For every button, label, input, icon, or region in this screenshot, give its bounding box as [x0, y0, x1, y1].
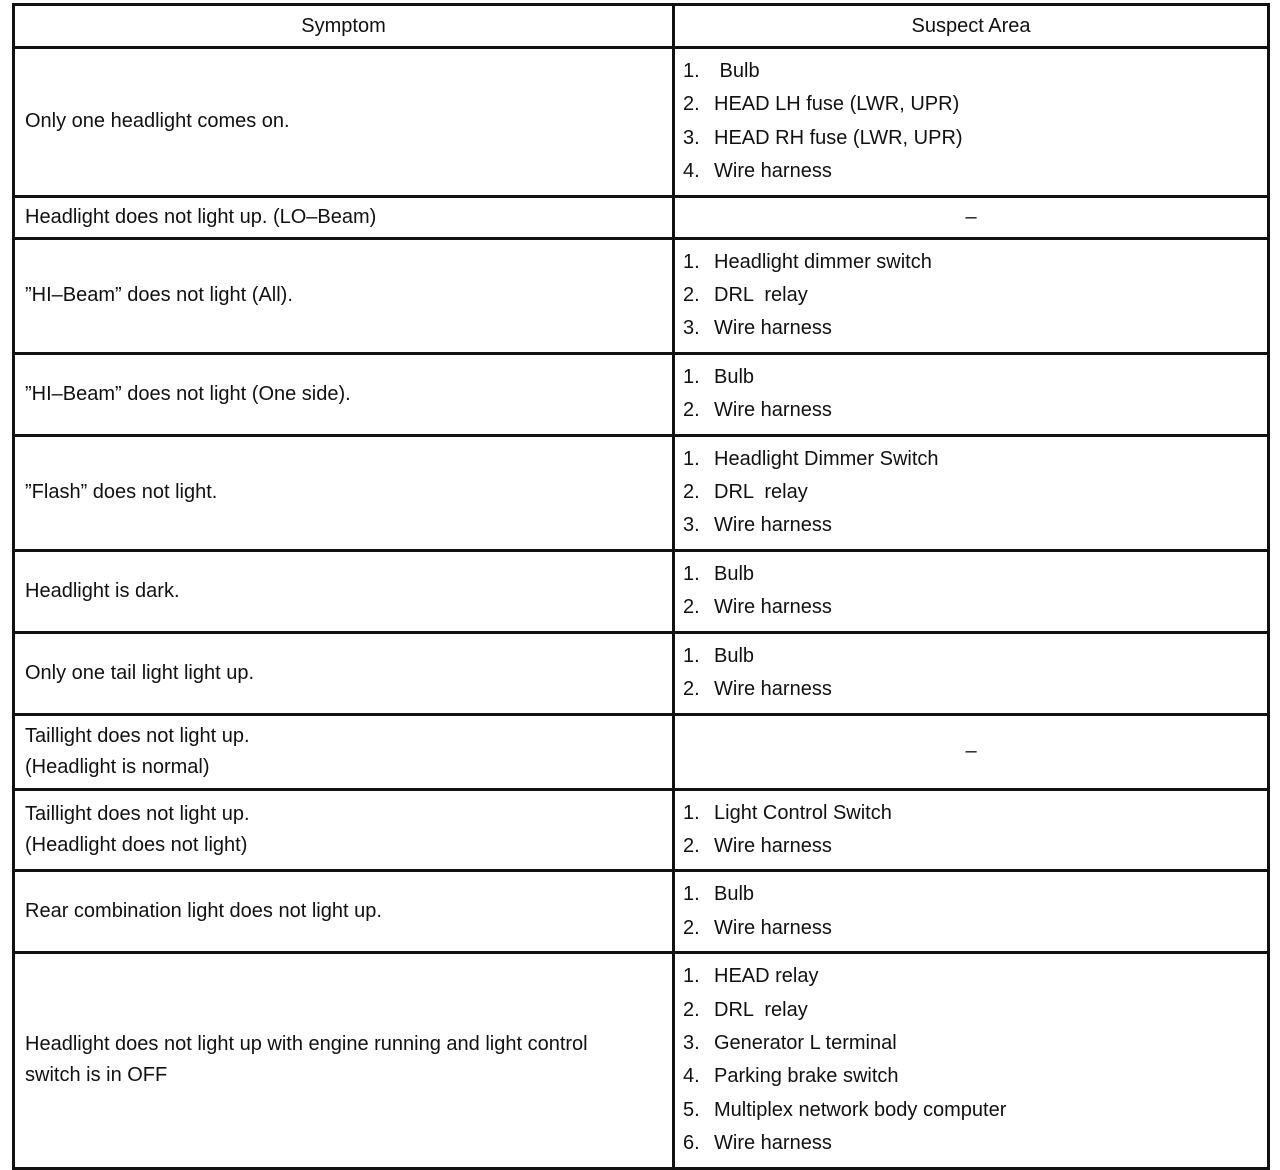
symptom-cell [14, 714, 674, 789]
item-number: 1. [683, 250, 700, 273]
table-row [14, 871, 1269, 953]
item-number: 3. [683, 317, 700, 340]
suspect-area-column-header: Suspect Area [674, 5, 1269, 48]
item-text: Wire harness [714, 916, 832, 939]
table-row [14, 714, 1269, 789]
item-text: Light Control Switch [714, 801, 892, 824]
symptom-text: Rear combination light does not light up. [25, 900, 382, 923]
suspect-area-item [683, 246, 1267, 279]
item-text: Multiplex network body computer [714, 1098, 1007, 1121]
symptom-text: Headlight does not light up with engine running and light control [25, 1033, 588, 1056]
item-number: 1. [683, 365, 700, 388]
item-number: 2. [683, 834, 700, 857]
item-text: Bulb [714, 365, 755, 388]
suspect-area-cell [674, 632, 1269, 714]
symptom-text: Only one headlight comes on. [25, 110, 290, 133]
item-text: Wire harness [714, 1132, 832, 1155]
symptom-cell [14, 871, 674, 953]
symptom-text: Headlight does not light up. (LO–Beam) [25, 205, 377, 228]
item-text: HEAD RH fuse (LWR, UPR) [714, 126, 963, 149]
item-text: Bulb [714, 883, 755, 906]
item-text: Bulb [714, 644, 755, 667]
symptom-text: ”HI–Beam” does not light (All). [25, 284, 293, 307]
symptom-text: (Headlight does not light) [25, 833, 248, 856]
item-text: HEAD LH fuse (LWR, UPR) [714, 93, 960, 116]
item-text: Headlight Dimmer Switch [714, 447, 939, 470]
symptom-cell [14, 953, 674, 1168]
table-row [14, 353, 1269, 435]
symptom-cell [14, 632, 674, 714]
suspect-area-item [683, 830, 1267, 863]
symptom-table [12, 3, 1270, 1170]
suspect-area-item [683, 55, 1267, 88]
table-row [14, 789, 1269, 871]
item-text: Wire harness [714, 317, 832, 340]
item-number: 2. [683, 93, 700, 116]
symptom-cell [14, 48, 674, 197]
suspect-area-item [683, 797, 1267, 830]
item-number: 2. [683, 481, 700, 504]
item-number: 4. [683, 1065, 700, 1088]
suspect-area-item [683, 640, 1267, 673]
symptom-cell [14, 789, 674, 871]
table-header-row [14, 5, 1269, 48]
suspect-area-cell: – [674, 196, 1269, 238]
suspect-area-item [683, 361, 1267, 394]
item-number: 4. [683, 160, 700, 183]
symptom-text: Taillight does not light up. [25, 802, 250, 825]
table-row [14, 48, 1269, 197]
item-number: 1. [683, 801, 700, 824]
symptom-cell [14, 435, 674, 550]
item-number: 1. [683, 883, 700, 906]
item-number: 2. [683, 596, 700, 619]
suspect-area-item [683, 312, 1267, 345]
symptom-text: Only one tail light light up. [25, 661, 255, 684]
item-number: 1. [683, 644, 700, 667]
item-text: Wire harness [714, 678, 832, 701]
suspect-area-item [683, 443, 1267, 476]
suspect-area-item [683, 878, 1267, 911]
suspect-area-item [683, 960, 1267, 993]
item-text: Wire harness [714, 160, 832, 183]
item-text: Wire harness [714, 399, 832, 422]
symptom-text: ”Flash” does not light. [25, 481, 218, 504]
item-text: Headlight dimmer switch [714, 250, 932, 273]
suspect-area-cell [674, 353, 1269, 435]
suspect-area-item [683, 476, 1267, 509]
suspect-area-item [683, 155, 1267, 188]
item-number: 2. [683, 678, 700, 701]
item-number: 3. [683, 514, 700, 537]
suspect-area-item [683, 1094, 1267, 1127]
table-body [14, 48, 1269, 1169]
item-number: 2. [683, 399, 700, 422]
item-number: 5. [683, 1098, 700, 1121]
suspect-area-cell [674, 953, 1269, 1168]
item-text: Bulb [714, 60, 760, 82]
suspect-area-cell [674, 789, 1269, 871]
suspect-area-item [683, 509, 1267, 542]
item-number: 2. [683, 284, 700, 307]
item-text: DRL relay [714, 481, 808, 504]
suspect-area-item [683, 994, 1267, 1027]
item-text: Wire harness [714, 596, 832, 619]
item-text: DRL relay [714, 998, 808, 1021]
item-text: Wire harness [714, 514, 832, 537]
item-text: Wire harness [714, 834, 832, 857]
suspect-area-cell [674, 435, 1269, 550]
suspect-area-cell [674, 550, 1269, 632]
item-number: 2. [683, 998, 700, 1021]
item-number: 1. [683, 447, 700, 470]
suspect-area-item [683, 279, 1267, 312]
suspect-area-item [683, 673, 1267, 706]
item-text: Bulb [714, 562, 755, 585]
suspect-area-item [683, 558, 1267, 591]
suspect-area-cell [674, 871, 1269, 953]
suspect-area-item [683, 1127, 1267, 1160]
symptom-cell [14, 196, 674, 238]
item-number: 3. [683, 1031, 700, 1054]
item-number: 1. [683, 60, 700, 82]
suspect-area-cell [674, 238, 1269, 353]
item-text: Parking brake switch [714, 1065, 899, 1088]
item-number: 1. [683, 965, 700, 988]
symptom-cell [14, 550, 674, 632]
table-row [14, 238, 1269, 353]
table-row [14, 550, 1269, 632]
symptom-text: (Headlight is normal) [25, 755, 210, 778]
table-row [14, 632, 1269, 714]
suspect-area-item [683, 88, 1267, 121]
item-number: 6. [683, 1132, 700, 1155]
suspect-area-cell [674, 48, 1269, 197]
suspect-area-item [683, 1060, 1267, 1093]
suspect-area-item [683, 912, 1267, 945]
symptom-text: Headlight is dark. [25, 579, 180, 602]
item-text: HEAD relay [714, 965, 819, 988]
symptom-text: Taillight does not light up. [25, 724, 250, 747]
table-row [14, 953, 1269, 1168]
item-text: Generator L terminal [714, 1031, 897, 1054]
item-text: DRL relay [714, 284, 808, 307]
symptom-column-header: Symptom [14, 5, 674, 48]
symptom-cell [14, 353, 674, 435]
item-number: 1. [683, 562, 700, 585]
table-row [14, 435, 1269, 550]
suspect-area-item [683, 591, 1267, 624]
item-number: 2. [683, 916, 700, 939]
symptom-cell [14, 238, 674, 353]
suspect-area-item [683, 394, 1267, 427]
suspect-area-item [683, 1027, 1267, 1060]
item-number: 3. [683, 126, 700, 149]
suspect-area-cell: – [674, 714, 1269, 789]
table-row [14, 196, 1269, 238]
suspect-area-item [683, 122, 1267, 155]
symptom-text: switch is in OFF [25, 1064, 168, 1087]
symptom-text: ”HI–Beam” does not light (One side). [25, 382, 351, 405]
